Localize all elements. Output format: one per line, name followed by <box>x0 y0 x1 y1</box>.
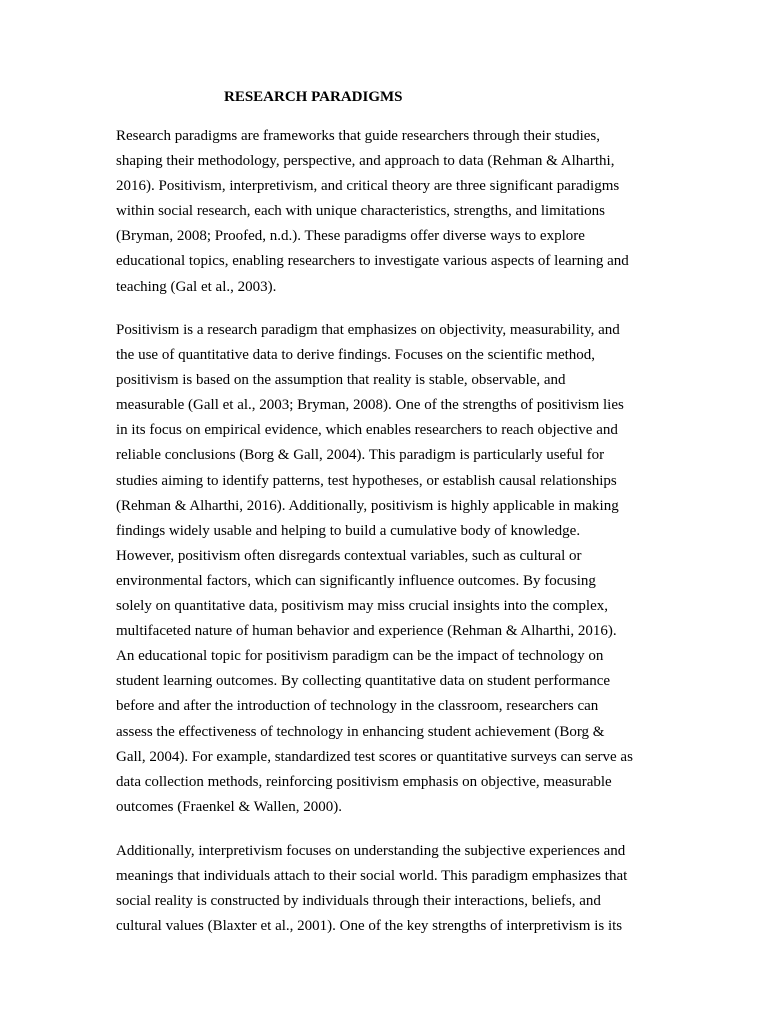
paragraph-line: positivism is based on the assumption that reality is stable, observable, and <box>116 372 566 389</box>
paragraph-line: social reality is constructed by individuals through their interactions, beliefs, and <box>116 893 601 910</box>
paragraph-line: measurable (Gall et al., 2003; Bryman, 2008). One of the strengths of positivism lies <box>116 397 624 414</box>
paragraph-line: data collection methods, reinforcing positivism emphasis on objective, measurable <box>116 773 612 790</box>
paragraph-line: solely on quantitative data, positivism may miss crucial insights into the complex, <box>116 598 609 615</box>
paragraph-line: cultural values (Blaxter et al., 2001). One of the key strengths of interpretivism is its <box>116 918 623 935</box>
paragraph-line: Additionally, interpretivism focuses on understanding the subjective experiences and <box>116 843 626 859</box>
paragraph-interpretivism <box>116 839 627 939</box>
paragraph-line: Positivism is a research paradigm that emphasizes on objectivity, measurability, and <box>116 322 620 338</box>
paragraph-line: the use of quantitative data to derive findings. Focuses on the scientific method, <box>116 347 596 364</box>
paragraph-line: 2016). Positivism, interpretivism, and critical theory are three significant paradigms <box>116 178 620 195</box>
paragraph-line: (Bryman, 2008; Proofed, n.d.). These paradigms offer diverse ways to explore <box>116 228 585 245</box>
document-title: RESEARCH PARADIGMS <box>224 89 403 105</box>
paragraph-line: outcomes (Fraenkel & Wallen, 2000). <box>116 798 342 815</box>
paragraph-line: Gall, 2004). For example, standardized test scores or quantitative surveys can serve as <box>116 748 633 765</box>
paragraph-line: within social research, each with unique characteristics, strengths, and limitations <box>116 203 606 220</box>
paragraph-line: shaping their methodology, perspective, and approach to data (Rehman & Alharthi, <box>116 153 615 170</box>
paragraph-line: assess the effectiveness of technology in enhancing student achievement (Borg & <box>116 723 605 740</box>
paragraph-line: findings widely usable and helping to build a cumulative body of knowledge. <box>116 522 581 539</box>
paragraph-line: meanings that individuals attach to their social world. This paradigm emphasizes that <box>116 868 628 885</box>
paragraph-line: However, positivism often disregards contextual variables, such as cultural or <box>116 547 582 564</box>
paragraph-line: environmental factors, which can significantly influence outcomes. By focusing <box>116 572 596 589</box>
paragraph-line: in its focus on empirical evidence, which enables researchers to reach objective and <box>116 422 618 439</box>
paragraph-line: multifaceted nature of human behavior and experience (Rehman & Alharthi, 2016). <box>116 623 617 640</box>
paragraph-line: reliable conclusions (Borg & Gall, 2004). This paradigm is particularly useful for <box>116 447 605 464</box>
paragraph-line: educational topics, enabling researchers to investigate various aspects of learning and <box>116 253 629 270</box>
paragraph-line: An educational topic for positivism paradigm can be the impact of technology on <box>116 648 604 665</box>
paragraph-line: student learning outcomes. By collecting quantitative data on student performance <box>116 673 611 690</box>
paragraph-line: teaching (Gal et al., 2003). <box>116 278 277 295</box>
paragraph-line: Research paradigms are frameworks that guide researchers through their studies, <box>116 128 600 144</box>
paragraph-line: studies aiming to identify patterns, test hypotheses, or establish causal relationships <box>116 472 617 489</box>
paragraph-positivism <box>116 318 633 820</box>
paragraph-line: (Rehman & Alharthi, 2016). Additionally, positivism is highly applicable in making <box>116 497 619 514</box>
paragraph-introduction <box>116 124 629 300</box>
paragraph-line: before and after the introduction of technology in the classroom, researchers can <box>116 698 599 715</box>
